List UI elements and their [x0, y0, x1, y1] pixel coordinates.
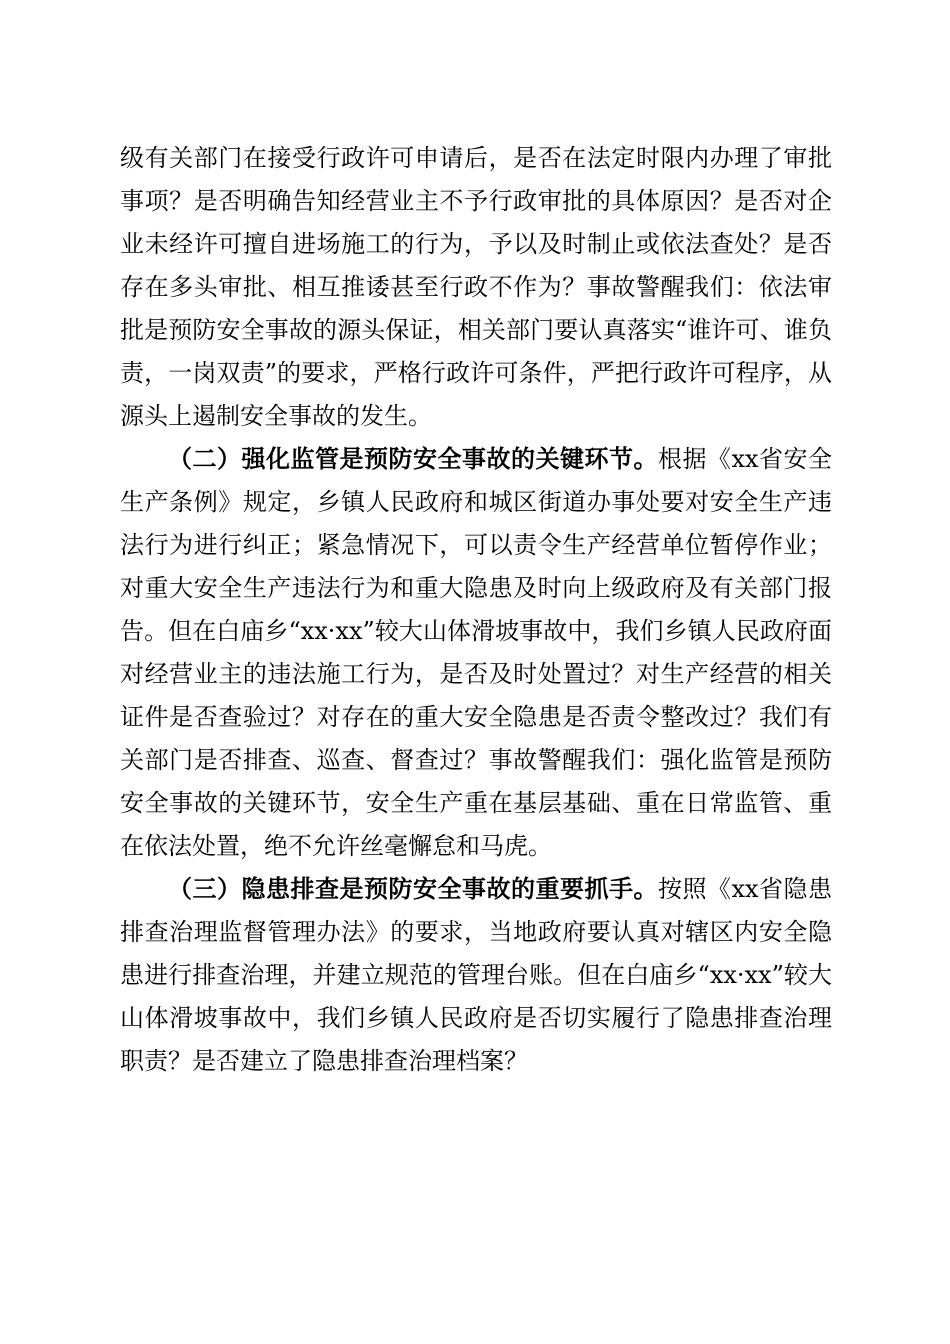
- paragraph-heading: （三）隐患排查是预防安全事故的重要抓手。: [168, 875, 658, 903]
- paragraph-continuation: [120, 137, 832, 438]
- paragraph-hazard-inspection: [120, 868, 832, 1083]
- paragraph-heading: （二）强化监管是预防安全事故的关键环节。: [168, 445, 658, 473]
- paragraph-text: 根据《xx省安全生产条例》规定，乡镇人民政府和城区街道办事处要对安全生产违法行为进行纠正；紧急情况下，可以责令生产经营单位暂停作业；对重大安全生产违法行为和重大隐患及时向上级政府及有关部门报告。但在白庙乡“xx·xx”较大山体滑坡事故中，我们乡镇人民政府面对经营业主的违法施工行为，是否及时处置过？对生产经营的相关证件是否查验过？对存在的重大安全隐患是否责令整改过？我们有关部门是否排查、巡查、督查过？事故警醒我们：强化监管是预防安全事故的关键环节，安全生产重在基层基础、重在日常监管、重在依法处置，绝不允许丝毫懈怠和马虎。: [120, 445, 833, 860]
- document-body: [120, 137, 832, 1083]
- paragraph-strengthen-supervision: [120, 438, 832, 868]
- paragraph-text: 按照《xx省隐患排查治理监督管理办法》的要求，当地政府要认真对辖区内安全隐患进行排查治理，并建立规范的管理台账。但在白庙乡“xx·xx”较大山体滑坡事故中，我们乡镇人民政府是否切实履行了隐患排查治理职责？是否建立了隐患排查治理档案？: [120, 875, 833, 1075]
- paragraph-text: 级有关部门在接受行政许可申请后，是否在法定时限内办理了审批事项？是否明确告知经营业主不予行政审批的具体原因？是否对企业未经许可擅自进场施工的行为，予以及时制止或依法查处？是否存在多头审批、相互推诿甚至行政不作为？事故警醒我们：依法审批是预防安全事故的源头保证，相关部门要认真落实“谁许可、谁负责，一岗双责”的要求，严格行政许可条件，严把行政许可程序，从源头上遏制安全事故的发生。: [120, 144, 832, 430]
